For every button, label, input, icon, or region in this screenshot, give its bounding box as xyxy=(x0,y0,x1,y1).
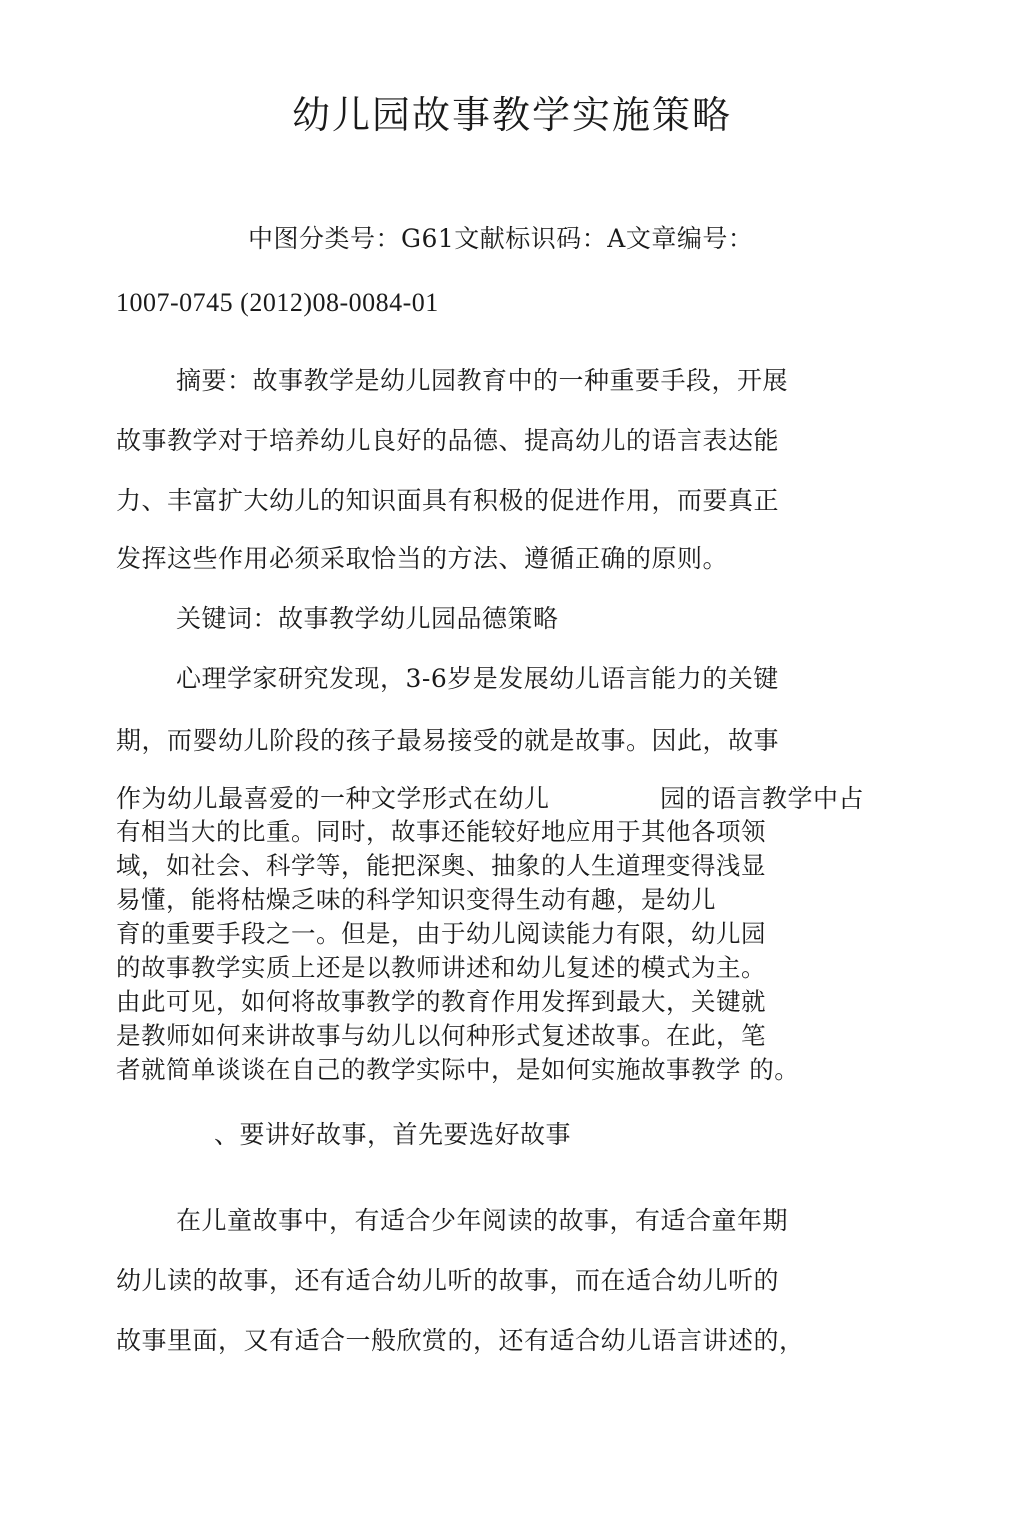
intro-body-line-5: 的故事教学实质上还是以教师讲述和幼儿复述的模式为主。 xyxy=(116,953,766,982)
document-title: 幼儿园故事教学实施策略 xyxy=(291,93,732,137)
abstract-line-3: 力、丰富扩大幼儿的知识面具有积极的促进作用，而要真正 xyxy=(116,486,780,515)
intro-body-line-1: 有相当大的比重。同时，故事还能较好地应用于其他各项领 xyxy=(116,817,766,846)
section-1-line-1: 在儿童故事中，有适合少年阅读的故事，有适合童年期 xyxy=(176,1206,789,1235)
section-1-heading: 、要讲好故事，首先要选好故事 xyxy=(214,1120,572,1149)
section-1-line-2: 幼儿读的故事，还有适合幼儿听的故事，而在适合幼儿听的 xyxy=(116,1266,780,1295)
section-1-line-3: 故事里面，又有适合一般欣赏的，还有适合幼儿语言讲述的， xyxy=(116,1326,805,1355)
abstract-line-1: 摘要：故事教学是幼儿园教育中的一种重要手段，开展 xyxy=(176,366,789,395)
intro-split-line-left: 作为幼儿最喜爱的一种文学形式在幼儿 xyxy=(116,784,550,813)
abstract-line-2: 故事教学对于培养幼儿良好的品德、提高幼儿的语言表达能 xyxy=(116,426,780,455)
intro-body-line-6: 由此可见，如何将故事教学的教育作用发挥到最大，关键就 xyxy=(116,987,766,1016)
abstract-line-4: 发挥这些作用必须采取恰当的方法、遵循正确的原则。 xyxy=(116,544,729,573)
intro-body-line-7: 是教师如何来讲故事与幼儿以何种形式复述故事。在此，笔 xyxy=(116,1021,766,1050)
intro-line-2: 期，而婴幼儿阶段的孩子最易接受的就是故事。因此，故事 xyxy=(116,726,780,755)
intro-body-line-3: 易懂，能将枯燥乏味的科学知识变得生动有趣，是幼儿 xyxy=(116,885,716,914)
keywords-line: 关键词：故事教学幼儿园品德策略 xyxy=(176,604,559,633)
intro-split-line-right: 园的语言教学中占 xyxy=(660,784,865,813)
intro-body-line-8: 者就简单谈谈在自己的教学实际中，是如何实施故事教学 的。 xyxy=(116,1055,800,1084)
intro-line-1: 心理学家研究发现，3-6岁是发展幼儿语言能力的关键 xyxy=(176,664,779,693)
classification-line: 中图分类号：G61文献标识码：A文章编号： xyxy=(248,224,754,253)
article-number-line: 1007-0745 (2012)08-0084-01 xyxy=(116,288,439,317)
intro-body-line-4: 育的重要手段之一。但是，由于幼儿阅读能力有限，幼儿园 xyxy=(116,919,766,948)
intro-body-line-2: 域，如社会、科学等，能把深奥、抽象的人生道理变得浅显 xyxy=(116,851,766,880)
